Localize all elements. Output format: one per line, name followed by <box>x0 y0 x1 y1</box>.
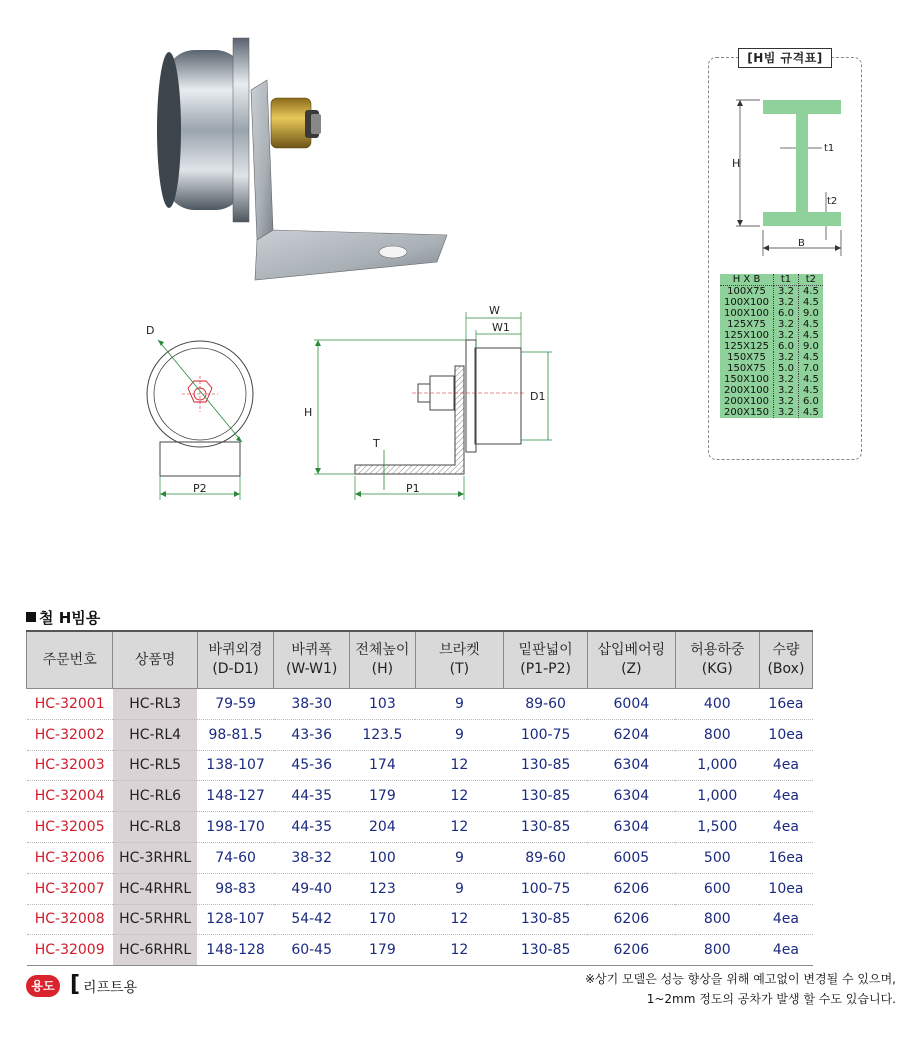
table-header-line: (KG) <box>701 661 733 677</box>
spec-row <box>720 374 823 385</box>
table-header-line: (Box) <box>767 661 805 677</box>
spec-cell: 3.2 <box>774 396 799 407</box>
table-cell: 6304 <box>587 750 675 781</box>
table-cell: 4ea <box>759 935 812 966</box>
table-row <box>27 689 813 720</box>
table-cell: 74-60 <box>197 842 273 873</box>
spec-col-t2: t2 <box>798 274 822 286</box>
spec-cell: 150X75 <box>720 352 774 363</box>
hbeam-t1-label: t1 <box>824 143 835 154</box>
table-header-line: (P1-P2) <box>520 661 571 677</box>
hbeam-spec-title: [H빔 규격표] <box>738 48 832 68</box>
table-cell: 60-45 <box>274 935 350 966</box>
table-cell: 123.5 <box>350 719 415 750</box>
hbeam-h-label: H <box>732 157 741 170</box>
side-w1-label: W1 <box>492 321 510 334</box>
product-table <box>26 630 813 966</box>
table-header-cell <box>274 631 350 689</box>
table-cell: 4ea <box>759 781 812 812</box>
note-line-2: 1~2mm 정도의 공차가 발생 할 수도 있습니다. <box>646 992 896 1006</box>
spec-col-hxb: H X B <box>720 274 774 286</box>
table-cell: 9 <box>415 689 504 720</box>
table-cell: 800 <box>675 904 759 935</box>
spec-cell: 5.0 <box>774 363 799 374</box>
table-header-cell <box>675 631 759 689</box>
table-header-cell <box>504 631 588 689</box>
side-d1-label: D1 <box>530 390 546 403</box>
spec-cell: 125X125 <box>720 341 774 352</box>
model-name-cell: HC-5RHRL <box>113 904 198 935</box>
table-cell: 170 <box>350 904 415 935</box>
side-p1-label: P1 <box>406 482 420 495</box>
spec-row <box>720 330 823 341</box>
table-cell: 16ea <box>759 689 812 720</box>
spec-cell: 3.2 <box>774 286 799 298</box>
table-cell: 1,000 <box>675 750 759 781</box>
spec-row <box>720 385 823 396</box>
table-cell: 100-75 <box>504 873 588 904</box>
table-cell: 43-36 <box>274 719 350 750</box>
table-row <box>27 904 813 935</box>
spec-cell: 3.2 <box>774 330 799 341</box>
table-cell: 148-127 <box>197 781 273 812</box>
table-header-line: 바퀴외경 <box>208 642 263 658</box>
spec-cell: 4.5 <box>798 385 822 396</box>
table-header-cell <box>27 631 113 689</box>
table-header-line: (D-D1) <box>212 661 259 677</box>
table-header-line: 브라켓 <box>439 642 480 658</box>
spec-cell: 100X100 <box>720 308 774 319</box>
order-code-cell: HC-32003 <box>27 750 113 781</box>
usage-badge: 용도 <box>26 975 60 997</box>
side-w-label: W <box>489 304 500 317</box>
product-photo <box>155 30 455 290</box>
table-cell: 49-40 <box>274 873 350 904</box>
spec-row <box>720 407 823 418</box>
front-d-label: D <box>146 324 155 337</box>
table-cell: 38-32 <box>274 842 350 873</box>
table-cell: 103 <box>350 689 415 720</box>
table-header-line: (Z) <box>621 661 642 677</box>
table-cell: 9 <box>415 842 504 873</box>
order-code-cell: HC-32007 <box>27 873 113 904</box>
spec-cell: 9.0 <box>798 308 822 319</box>
table-cell: 89-60 <box>504 689 588 720</box>
spec-cell: 3.2 <box>774 385 799 396</box>
table-cell: 4ea <box>759 750 812 781</box>
table-cell: 89-60 <box>504 842 588 873</box>
spec-row <box>720 396 823 407</box>
table-cell: 12 <box>415 781 504 812</box>
table-cell: 16ea <box>759 842 812 873</box>
table-cell: 10ea <box>759 719 812 750</box>
order-code-cell: HC-32001 <box>27 689 113 720</box>
table-cell: 54-42 <box>274 904 350 935</box>
spec-cell: 7.0 <box>798 363 822 374</box>
spec-cell: 150X75 <box>720 363 774 374</box>
order-code-cell: HC-32004 <box>27 781 113 812</box>
table-cell: 130-85 <box>504 781 588 812</box>
spec-cell: 200X100 <box>720 385 774 396</box>
order-code-cell: HC-32006 <box>27 842 113 873</box>
spec-row <box>720 352 823 363</box>
table-cell: 45-36 <box>274 750 350 781</box>
section-title-text: 철 H빔용 <box>39 609 101 627</box>
hbeam-t2-label: t2 <box>827 196 838 207</box>
table-cell: 600 <box>675 873 759 904</box>
table-row <box>27 812 813 843</box>
table-cell: 38-30 <box>274 689 350 720</box>
table-cell: 174 <box>350 750 415 781</box>
table-cell: 6004 <box>587 689 675 720</box>
section-title <box>26 607 100 628</box>
spec-row <box>720 319 823 330</box>
table-header-cell <box>415 631 504 689</box>
table-cell: 4ea <box>759 812 812 843</box>
model-name-cell: HC-RL5 <box>113 750 198 781</box>
table-cell: 6304 <box>587 812 675 843</box>
table-row <box>27 935 813 966</box>
table-header-line: (W-W1) <box>285 661 338 677</box>
model-name-cell: HC-RL8 <box>113 812 198 843</box>
spec-cell: 4.5 <box>798 407 822 418</box>
order-code-cell: HC-32005 <box>27 812 113 843</box>
table-cell: 198-170 <box>197 812 273 843</box>
spec-cell: 4.5 <box>798 297 822 308</box>
table-header-line: 전체높이 <box>355 642 410 658</box>
spec-cell: 4.5 <box>798 330 822 341</box>
table-cell: 179 <box>350 935 415 966</box>
table-header-cell <box>587 631 675 689</box>
spec-cell: 6.0 <box>774 308 799 319</box>
spec-cell: 4.5 <box>798 286 822 298</box>
table-cell: 130-85 <box>504 812 588 843</box>
front-view-drawing <box>130 318 270 503</box>
table-cell: 98-83 <box>197 873 273 904</box>
table-header-cell <box>197 631 273 689</box>
table-cell: 100 <box>350 842 415 873</box>
table-row <box>27 842 813 873</box>
table-cell: 6304 <box>587 781 675 812</box>
hbeam-spec-table <box>720 274 823 418</box>
table-cell: 148-128 <box>197 935 273 966</box>
spec-cell: 125X75 <box>720 319 774 330</box>
spec-row <box>720 308 823 319</box>
table-header-line: (T) <box>449 661 470 677</box>
side-h-label: H <box>304 406 313 419</box>
table-cell: 130-85 <box>504 935 588 966</box>
table-row <box>27 719 813 750</box>
usage-text: 리프트용 <box>83 980 138 996</box>
spec-row <box>720 341 823 352</box>
table-header-cell <box>350 631 415 689</box>
table-header-line: 주문번호 <box>42 651 97 668</box>
table-cell: 128-107 <box>197 904 273 935</box>
note-line-1: ※상기 모델은 성능 향상을 위해 예고없이 변경될 수 있으며, <box>584 972 896 986</box>
spec-cell: 150X100 <box>720 374 774 385</box>
spec-cell: 3.2 <box>774 297 799 308</box>
table-cell: 500 <box>675 842 759 873</box>
table-cell: 12 <box>415 904 504 935</box>
spec-cell: 3.2 <box>774 374 799 385</box>
spec-cell: 3.2 <box>774 352 799 363</box>
table-cell: 12 <box>415 935 504 966</box>
table-cell: 9 <box>415 873 504 904</box>
spec-cell: 6.0 <box>774 341 799 352</box>
table-cell: 12 <box>415 750 504 781</box>
table-cell: 6204 <box>587 719 675 750</box>
model-name-cell: HC-RL4 <box>113 719 198 750</box>
table-header-cell <box>759 631 812 689</box>
table-cell: 44-35 <box>274 781 350 812</box>
model-name-cell: HC-4RHRL <box>113 873 198 904</box>
table-cell: 4ea <box>759 904 812 935</box>
spec-cell: 4.5 <box>798 319 822 330</box>
spec-cell: 100X75 <box>720 286 774 298</box>
table-cell: 6206 <box>587 873 675 904</box>
table-cell: 98-81.5 <box>197 719 273 750</box>
spec-cell: 3.2 <box>774 319 799 330</box>
model-name-cell: HC-3RHRL <box>113 842 198 873</box>
usage-bracket: [ <box>70 972 81 997</box>
spec-cell: 4.5 <box>798 352 822 363</box>
table-cell: 130-85 <box>504 904 588 935</box>
side-t-label: T <box>373 437 380 450</box>
spec-cell: 6.0 <box>798 396 822 407</box>
order-code-cell: HC-32002 <box>27 719 113 750</box>
table-cell: 9 <box>415 719 504 750</box>
spec-row <box>720 286 823 298</box>
table-cell: 6005 <box>587 842 675 873</box>
order-code-cell: HC-32008 <box>27 904 113 935</box>
model-name-cell: HC-RL6 <box>113 781 198 812</box>
spec-row <box>720 297 823 308</box>
table-header-line: (H) <box>371 661 394 677</box>
table-cell: 6206 <box>587 935 675 966</box>
spec-row <box>720 363 823 374</box>
table-row <box>27 781 813 812</box>
table-header-line: 허용하중 <box>690 642 745 658</box>
table-cell: 130-85 <box>504 750 588 781</box>
table-cell: 100-75 <box>504 719 588 750</box>
table-header-line: 수량 <box>772 642 800 658</box>
table-cell: 6206 <box>587 904 675 935</box>
table-row <box>27 750 813 781</box>
table-header-line: 상품명 <box>134 651 176 668</box>
side-view-drawing <box>300 300 560 505</box>
table-cell: 138-107 <box>197 750 273 781</box>
table-cell: 800 <box>675 719 759 750</box>
spec-cell: 100X100 <box>720 297 774 308</box>
table-cell: 1,500 <box>675 812 759 843</box>
table-cell: 204 <box>350 812 415 843</box>
table-cell: 800 <box>675 935 759 966</box>
table-header-cell <box>113 631 198 689</box>
table-header-line: 밑판넓이 <box>518 642 573 658</box>
model-name-cell: HC-6RHRL <box>113 935 198 966</box>
table-cell: 1,000 <box>675 781 759 812</box>
order-code-cell: HC-32009 <box>27 935 113 966</box>
model-name-cell: HC-RL3 <box>113 689 198 720</box>
hbeam-diagram <box>718 90 853 260</box>
spec-col-t1: t1 <box>774 274 799 286</box>
table-cell: 179 <box>350 781 415 812</box>
hbeam-b-label: B <box>798 238 805 249</box>
table-cell: 12 <box>415 812 504 843</box>
table-cell: 79-59 <box>197 689 273 720</box>
spec-cell: 4.5 <box>798 374 822 385</box>
spec-cell: 200X100 <box>720 396 774 407</box>
spec-cell: 9.0 <box>798 341 822 352</box>
front-p2-label: P2 <box>193 482 207 495</box>
table-cell: 44-35 <box>274 812 350 843</box>
spec-cell: 125X100 <box>720 330 774 341</box>
table-header-line: 삽입베어링 <box>597 642 666 658</box>
table-header-line: 바퀴폭 <box>291 642 332 658</box>
table-row <box>27 873 813 904</box>
table-cell: 400 <box>675 689 759 720</box>
table-cell: 10ea <box>759 873 812 904</box>
spec-cell: 200X150 <box>720 407 774 418</box>
table-cell: 123 <box>350 873 415 904</box>
spec-cell: 3.2 <box>774 407 799 418</box>
